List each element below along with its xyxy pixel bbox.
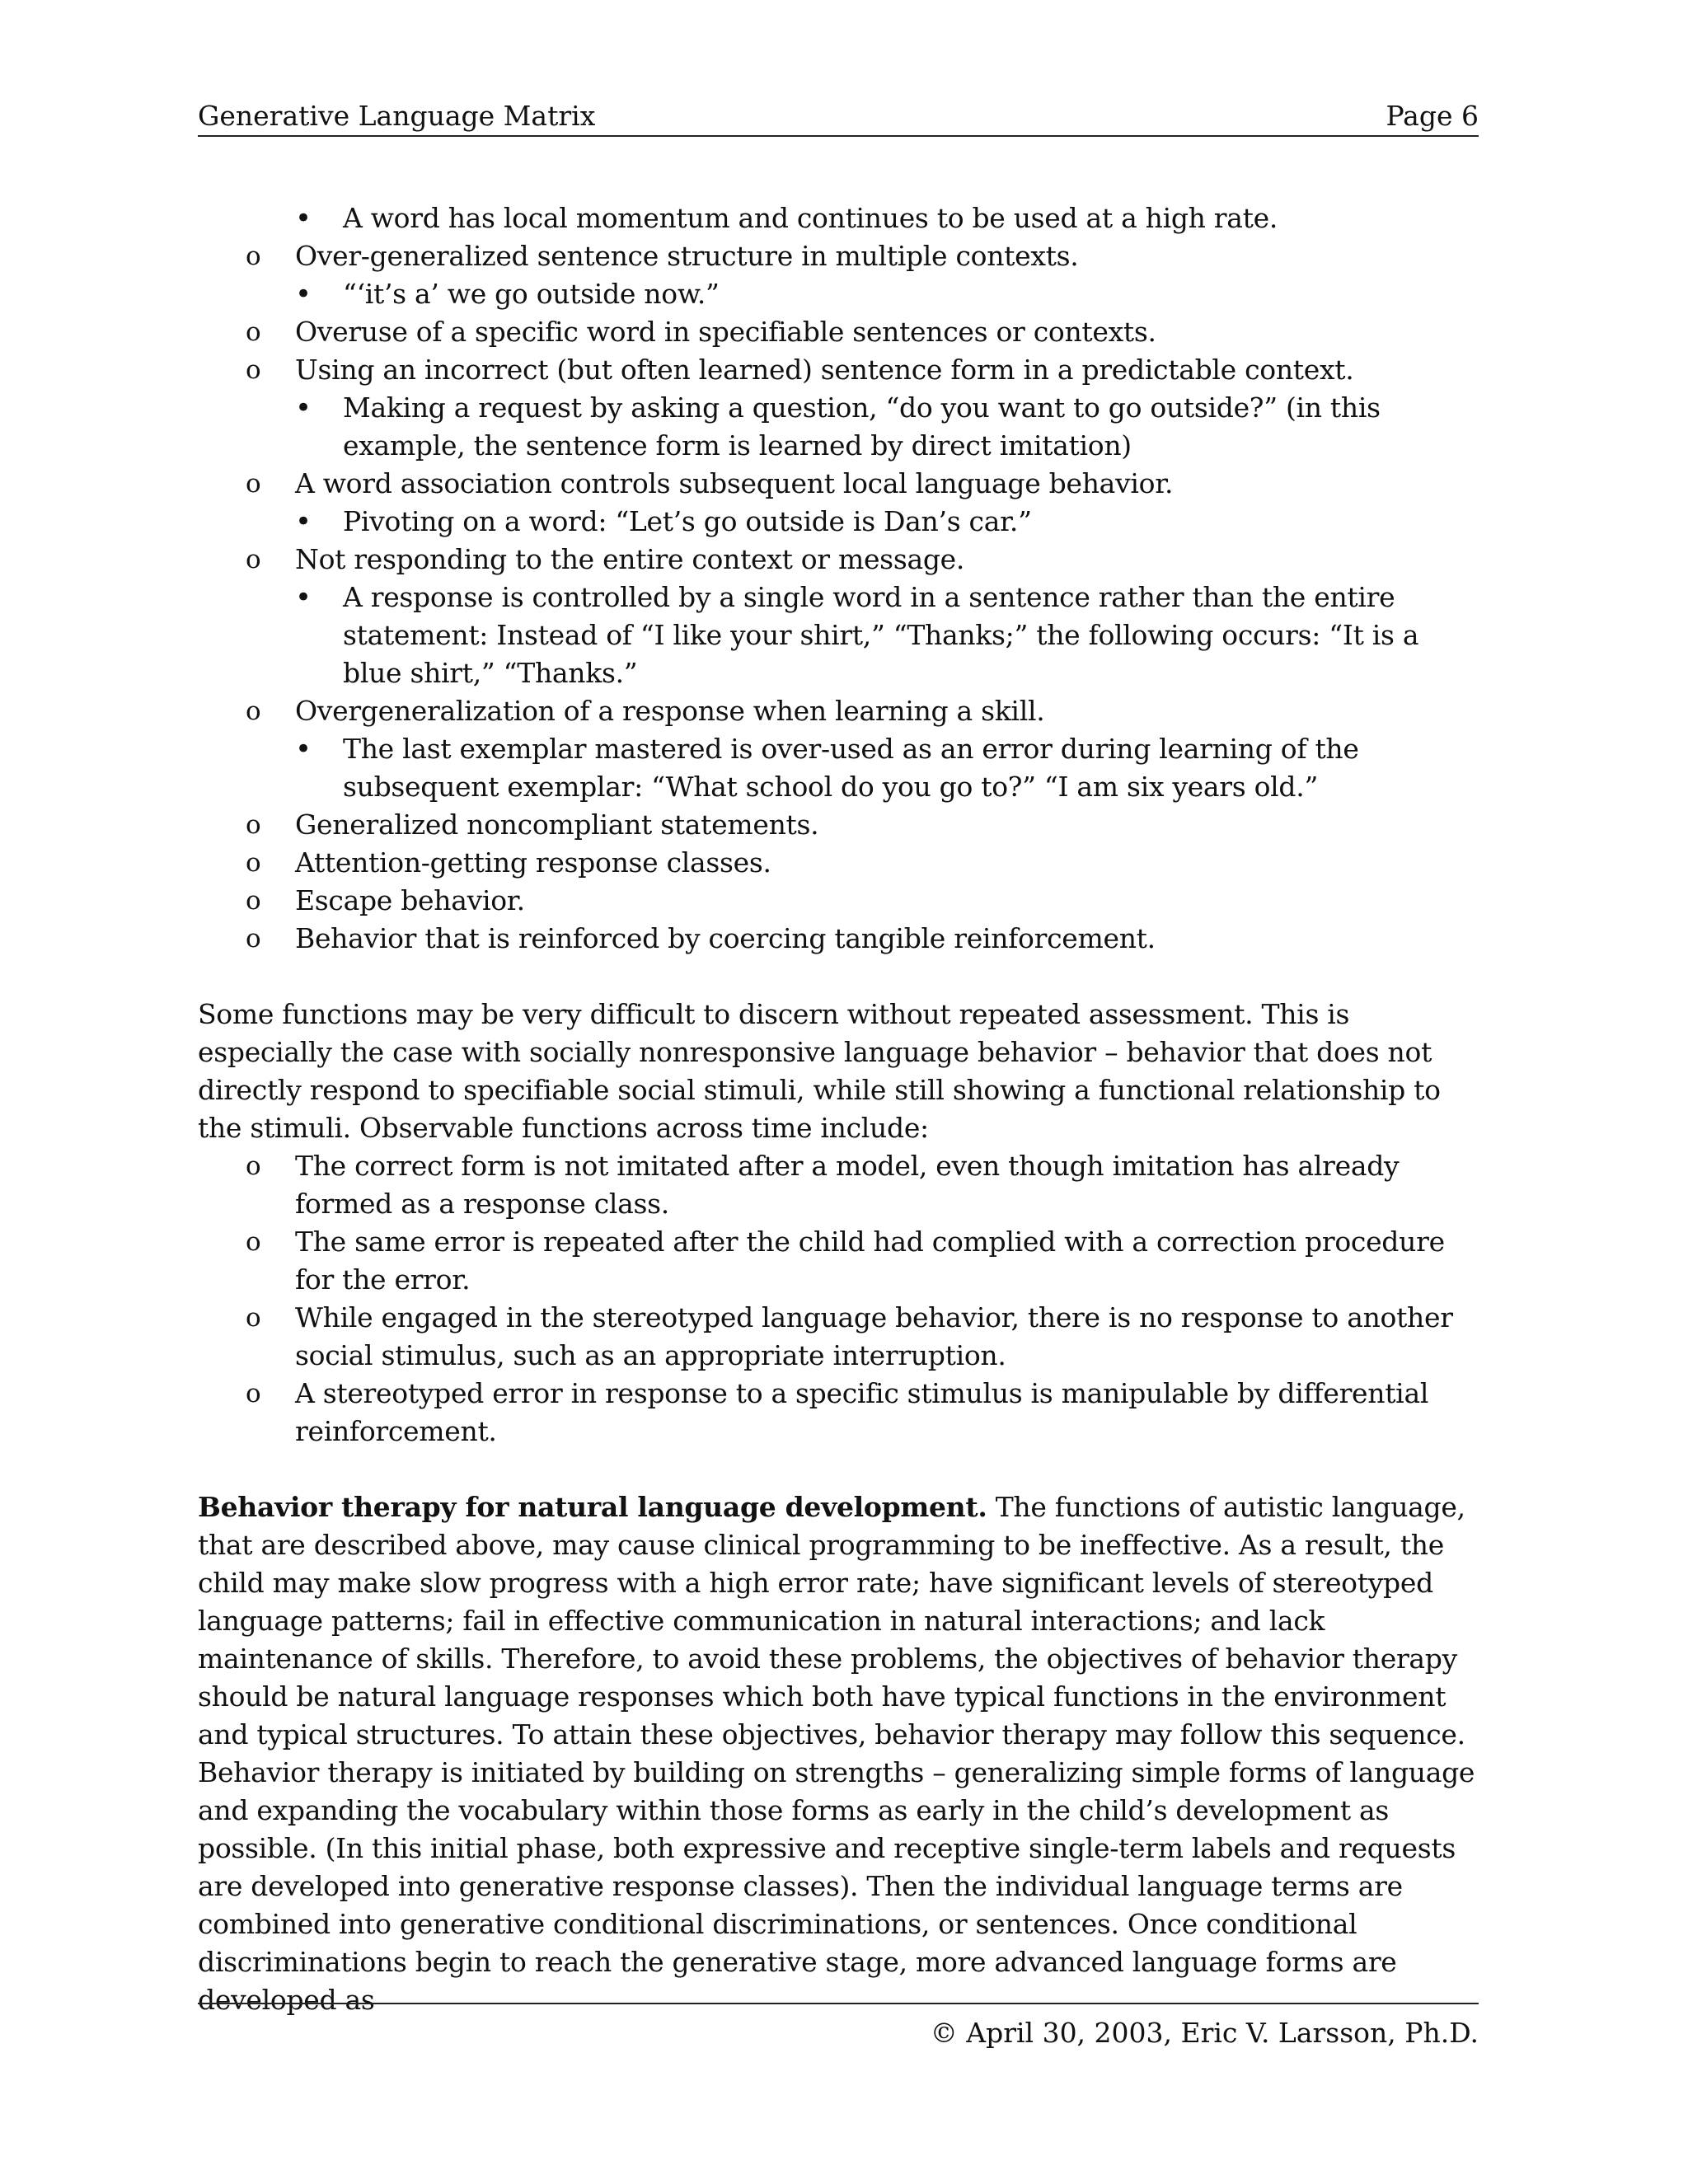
- list-item: [198, 1299, 1479, 1375]
- circle-marker-icon: o: [246, 696, 261, 726]
- list-item-text: Generalized noncompliant statements.: [295, 808, 819, 841]
- list-item: [198, 275, 1479, 313]
- list-item-text: Using an incorrect (but often learned) sentence form in a predictable context.: [295, 354, 1354, 386]
- behavior-function-list: [198, 199, 1479, 958]
- list-item: [198, 806, 1479, 844]
- list-item-text: A response is controlled by a single word in a sentence rather than the entire statement: Instead of “I like your shirt,” “Thanks;” the following occurs: “It is a blue shirt,” “Thanks.”: [343, 581, 1419, 689]
- footer-rule: [198, 2003, 1479, 2004]
- section-heading: Behavior therapy for natural language development.: [198, 1491, 987, 1523]
- list-item: [198, 199, 1479, 237]
- therapy-paragraph: [198, 1488, 1479, 2019]
- list-item: [198, 237, 1479, 275]
- list-item: [198, 1223, 1479, 1299]
- list-item: [198, 313, 1479, 351]
- bullet-marker-icon: •: [295, 391, 312, 424]
- list-item: [198, 1375, 1479, 1451]
- list-item: [198, 351, 1479, 389]
- circle-marker-icon: o: [246, 545, 261, 574]
- circle-marker-icon: o: [246, 241, 261, 271]
- circle-marker-icon: o: [246, 1379, 261, 1408]
- list-item-text: Attention-getting response classes.: [295, 846, 771, 879]
- list-item-text: While engaged in the stereotyped language behavior, there is no response to another social stimulus, such as an appropriate interruption.: [295, 1301, 1453, 1371]
- list-item-text: The last exemplar mastered is over-used as an error during learning of the subsequent exemplar: “What school do you go to?” “I am six years old.”: [343, 733, 1359, 803]
- list-item-text: Behavior that is reinforced by coercing tangible reinforcement.: [295, 922, 1156, 954]
- circle-marker-icon: o: [246, 886, 261, 916]
- page-body: [198, 199, 1479, 2019]
- list-item: [198, 692, 1479, 730]
- observable-functions-list: [198, 1147, 1479, 1451]
- list-item-text: A word association controls subsequent local language behavior.: [295, 467, 1174, 499]
- list-item-text: Over-generalized sentence structure in multiple contexts.: [295, 240, 1079, 272]
- list-item: [198, 882, 1479, 920]
- circle-marker-icon: o: [246, 1227, 261, 1257]
- bullet-marker-icon: •: [295, 581, 312, 614]
- list-item-text: “‘it’s a’ we go outside now.”: [343, 278, 720, 310]
- circle-marker-icon: o: [246, 924, 261, 954]
- list-item: [198, 1147, 1479, 1223]
- list-item: [198, 579, 1479, 692]
- list-item-text: The correct form is not imitated after a model, even though imitation has already formed as a response class.: [295, 1150, 1400, 1220]
- copyright-footer: © April 30, 2003, Eric V. Larsson, Ph.D.: [930, 2017, 1479, 2049]
- circle-marker-icon: o: [246, 1303, 261, 1333]
- list-item-text: A word has local momentum and continues to be used at a high rate.: [343, 202, 1278, 234]
- list-item: [198, 844, 1479, 882]
- list-item-text: Not responding to the entire context or message.: [295, 543, 965, 575]
- list-item: [198, 730, 1479, 806]
- page-number: Page 6: [1386, 100, 1479, 132]
- document-title: Generative Language Matrix: [198, 100, 596, 132]
- list-item-text: The same error is repeated after the child had complied with a correction procedure for the error.: [295, 1226, 1445, 1296]
- list-item: [198, 503, 1479, 541]
- circle-marker-icon: o: [246, 469, 261, 499]
- list-item: [198, 389, 1479, 465]
- list-item: [198, 465, 1479, 503]
- circle-marker-icon: o: [246, 355, 261, 385]
- bullet-marker-icon: •: [295, 202, 312, 235]
- list-item-text: Overgeneralization of a response when learning a skill.: [295, 695, 1045, 727]
- circle-marker-icon: o: [246, 1151, 261, 1181]
- list-item-text: Pivoting on a word: “Let’s go outside is Dan’s car.”: [343, 505, 1032, 537]
- bullet-marker-icon: •: [295, 505, 312, 538]
- circle-marker-icon: o: [246, 317, 261, 347]
- assessment-paragraph: Some functions may be very difficult to discern without repeated assessment. This is especially the case with socially nonresponsive language behavior – behavior that does not directly respond to specifiable social stimuli, while still showing a functional relationship to the stimuli. Observable functions across time include:: [198, 998, 1441, 1144]
- list-item-text: Escape behavior.: [295, 884, 525, 916]
- list-item-text: Making a request by asking a question, “do you want to go outside?” (in this example, the sentence form is learned by direct imitation): [343, 391, 1381, 462]
- bullet-marker-icon: •: [295, 733, 312, 766]
- list-item-text: Overuse of a specific word in specifiable sentences or contexts.: [295, 316, 1156, 348]
- list-item-text: A stereotyped error in response to a specific stimulus is manipulable by differential reinforcement.: [295, 1377, 1429, 1447]
- circle-marker-icon: o: [246, 848, 261, 878]
- page-header: [198, 99, 1479, 137]
- therapy-paragraph-text: The functions of autistic language, that are described above, may cause clinical programming to be ineffective. As a result, the child may make slow progress with a high error rate; have significant levels of stereotyped language patterns; fail in effective communication in natural interactions; and lack maintenance of skills. Therefore, to avoid these problems, the objectives of behavior therapy should be natural language responses which both have typical functions in the environment and typical structures. To attain these objectives, behavior therapy may follow this sequence. Behavior therapy is initiated by building on strengths – generalizing simple forms of language and expanding the vocabulary within those forms as early in the child’s development as possible. (In this initial phase, both expressive and receptive single-term labels and requests are developed into generative response classes). Then the individual language terms are combined into generative conditional discriminations, or sentences. Once conditional discriminations begin to reach the generative stage, more advanced language forms are developed as: [198, 1491, 1475, 2016]
- list-item: [198, 920, 1479, 958]
- list-item: [198, 541, 1479, 579]
- circle-marker-icon: o: [246, 810, 261, 840]
- bullet-marker-icon: •: [295, 278, 312, 311]
